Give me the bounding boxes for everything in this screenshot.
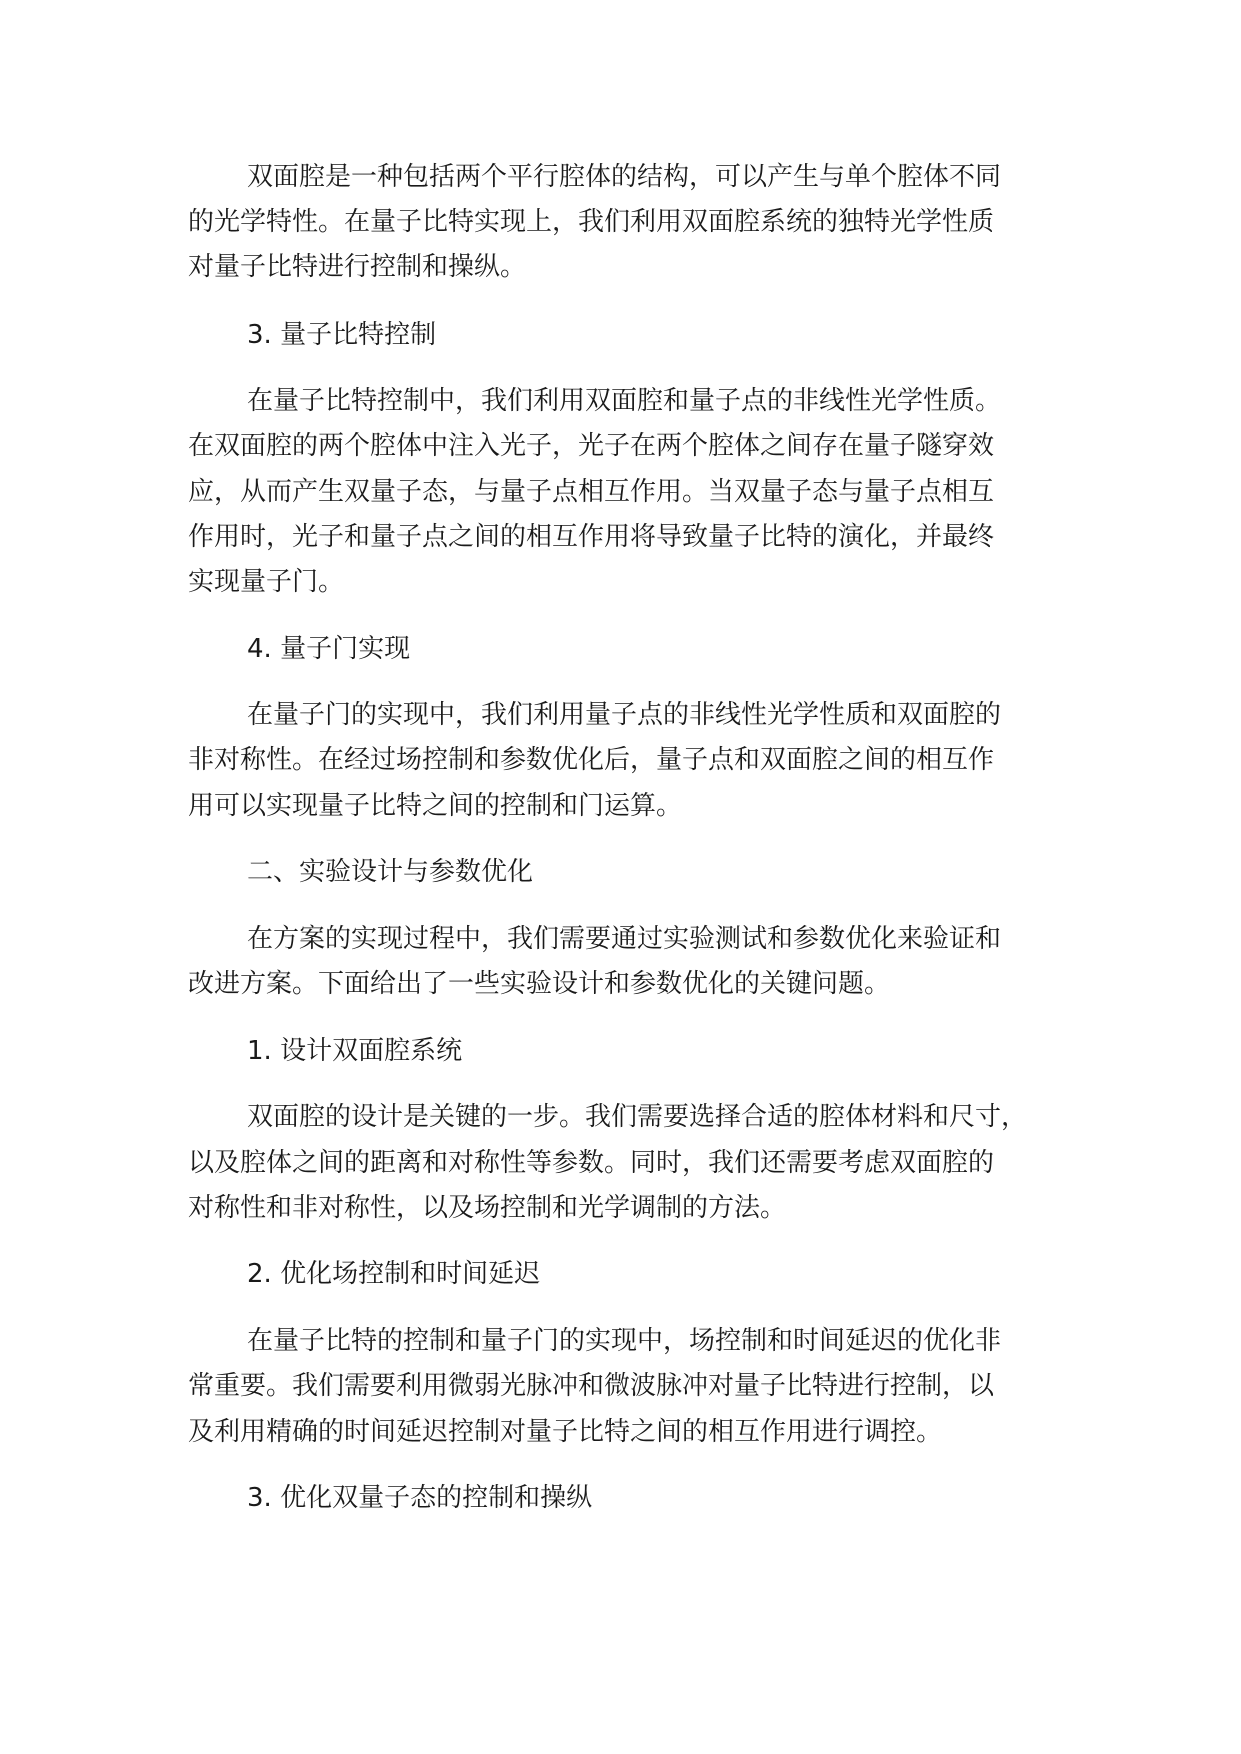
paragraph-line: 非对称性。在经过场控制和参数优化后，量子点和双面腔之间的相互作 <box>188 745 995 775</box>
section-heading: 二、实验设计与参数优化 <box>247 857 534 887</box>
paragraph-line: 应，从而产生双量子态，与量子点相互作用。当双量子态与量子点相互 <box>188 477 995 507</box>
paragraph-line: 对称性和非对称性，以及场控制和光学调制的方法。 <box>188 1193 787 1223</box>
paragraph-line: 用可以实现量子比特之间的控制和门运算。 <box>188 791 683 821</box>
paragraph-line: 实现量子门。 <box>188 567 345 597</box>
paragraph-line: 双面腔是一种包括两个平行腔体的结构，可以产生与单个腔体不同 <box>247 162 1002 192</box>
paragraph-line: 以及腔体之间的距离和对称性等参数。同时，我们还需要考虑双面腔的 <box>188 1148 995 1178</box>
paragraph-line: 在量子比特控制中，我们利用双面腔和量子点的非线性光学性质。 <box>247 386 1002 416</box>
paragraph-line: 在双面腔的两个腔体中注入光子，光子在两个腔体之间存在量子隧穿效 <box>188 431 995 461</box>
section-heading: 4. 量子门实现 <box>247 634 411 664</box>
paragraph-line: 双面腔的设计是关键的一步。我们需要选择合适的腔体材料和尺寸， <box>247 1102 1028 1132</box>
paragraph-line: 在量子比特的控制和量子门的实现中，场控制和时间延迟的优化非 <box>247 1326 1002 1356</box>
paragraph-line: 作用时，光子和量子点之间的相互作用将导致量子比特的演化，并最终 <box>188 522 995 552</box>
paragraph-line: 改进方案。下面给出了一些实验设计和参数优化的关键问题。 <box>188 969 891 999</box>
section-heading: 3. 优化双量子态的控制和操纵 <box>247 1483 593 1513</box>
section-heading: 3. 量子比特控制 <box>247 320 437 350</box>
section-heading: 1. 设计双面腔系统 <box>247 1036 463 1066</box>
section-heading: 2. 优化场控制和时间延迟 <box>247 1259 541 1289</box>
paragraph-line: 在量子门的实现中，我们利用量子点的非线性光学性质和双面腔的 <box>247 700 1002 730</box>
paragraph-line: 常重要。我们需要利用微弱光脉冲和微波脉冲对量子比特进行控制，以 <box>188 1371 995 1401</box>
paragraph-line: 的光学特性。在量子比特实现上，我们利用双面腔系统的独特光学性质 <box>188 207 995 237</box>
paragraph-line: 对量子比特进行控制和操纵。 <box>188 252 527 282</box>
paragraph-line: 及利用精确的时间延迟控制对量子比特之间的相互作用进行调控。 <box>188 1417 943 1447</box>
paragraph-line: 在方案的实现过程中，我们需要通过实验测试和参数优化来验证和 <box>247 924 1002 954</box>
